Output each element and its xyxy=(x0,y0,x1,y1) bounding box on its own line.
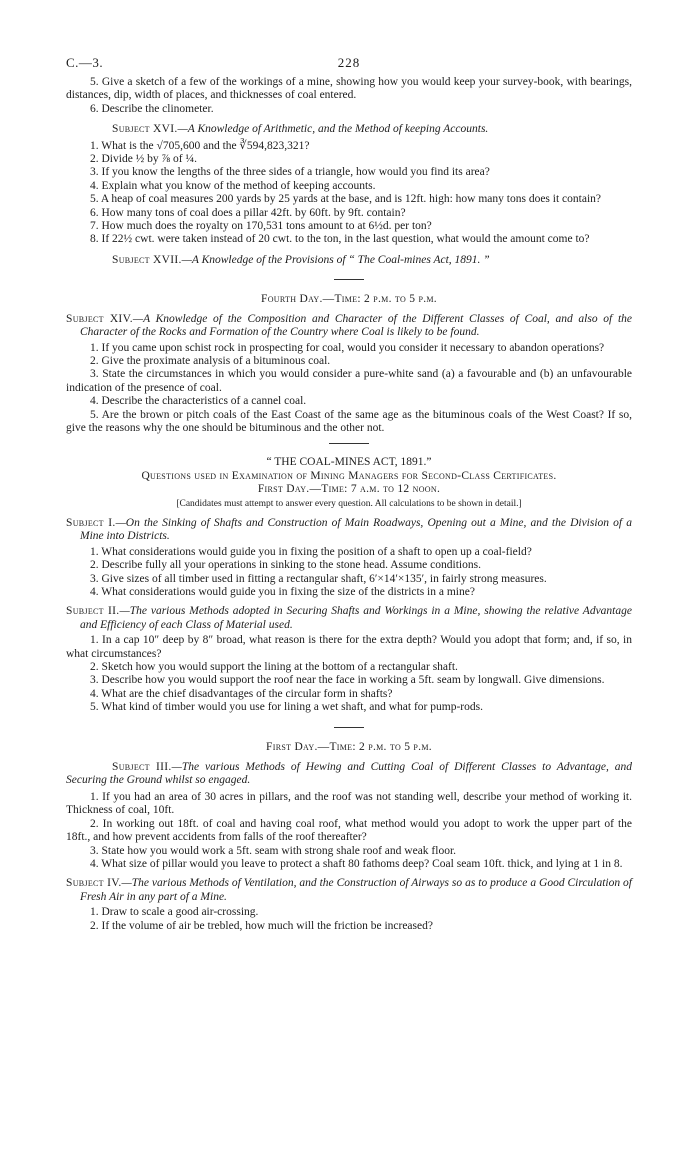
subject-heading xyxy=(66,313,632,340)
question: 3. If you know the lengths of the three sides of a triangle, how would you find its area? xyxy=(90,166,490,179)
question: 1. If you had an area of 30 acres in pillars, and the roof was not standing well, describe your method of working it. Thickness of coal, 10ft. xyxy=(66,790,632,817)
question: 4. What size of pillar would you leave to protect a shaft 80 fathoms deep? Coal seam 10ft. thick, and lying at 1 in 8. xyxy=(90,857,623,870)
question: 1. What considerations would guide you in fixing the position of a shaft to open up a coal-field? xyxy=(90,545,532,558)
question: 5. What kind of timber would you use for lining a wet shaft, and what for pump-rods. xyxy=(90,701,483,714)
subject-title: —A Knowledge of the Provisions of “ The Coal-mines Act, 1891. ” xyxy=(181,253,490,266)
subject-heading xyxy=(66,517,632,544)
section-divider xyxy=(329,443,369,444)
question: 2. Divide ½ by ⅞ of ¼. xyxy=(90,153,198,166)
question: 1. What is the √705,600 and the ∛594,823,321? xyxy=(90,139,310,152)
question: 2. If the volume of air be trebled, how much will the friction be increased? xyxy=(90,919,433,932)
document-page xyxy=(66,56,632,933)
question: 3. Describe how you would support the roof near the face in working a 5ft. seam by longwall. Give dimensions. xyxy=(90,674,605,687)
subject-label: Subject XVI. xyxy=(112,123,178,136)
question: 2. In working out 18ft. of coal and having coal roof, what method would you adopt to work the upper part of the 18ft., and how prevent accidents from falls of the roof thereafter? xyxy=(66,817,632,844)
day-heading: Fourth Day.—Time: 2 p.m. to 5 p.m. xyxy=(261,293,437,306)
subject-title: —On the Sinking of Shafts and Construction of Main Roadways, Opening out a Mine, and the Division of a Mine into Districts. xyxy=(80,516,632,543)
page-header xyxy=(66,56,632,76)
subject-label: Subject II. xyxy=(66,605,120,618)
subject-label: Subject IV. xyxy=(66,877,122,890)
subject-heading xyxy=(66,877,632,904)
act-subtitle: Questions used in Examination of Mining Managers for Second-Class Certificates. xyxy=(141,469,557,482)
subject-title: —A Knowledge of the Composition and Character of the Different Classes of Coal, and also of the Character of the Rocks and Formation of the Country where Coal is likely to be found. xyxy=(80,312,632,339)
subject-heading xyxy=(66,605,632,632)
question: 4. What considerations would guide you in fixing the size of the districts in a mine? xyxy=(90,586,475,598)
subject-title: —A Knowledge of Arithmetic, and the Method of keeping Accounts. xyxy=(177,123,489,136)
subject-label: Subject XVII. xyxy=(112,253,182,266)
page-number: 228 xyxy=(337,55,361,70)
subject-heading xyxy=(66,254,632,267)
question: 5. A heap of coal measures 200 yards by 25 yards at the base, and is 12ft. high: how many tons does it contain? xyxy=(90,193,602,206)
question: 1. If you came upon schist rock in prospecting for coal, would you consider it necessary to abandon operations? xyxy=(90,341,605,354)
subject-title: —The various Methods of Ventilation, and the Construction of Airways so as to produce a Good Circulation of Fresh Air in any part of a Mine. xyxy=(80,877,632,903)
act-title: “ THE COAL-MINES ACT, 1891.” xyxy=(266,456,432,469)
question: 6. Describe the clinometer. xyxy=(90,102,214,115)
question: 7. How much does the royalty on 170,531 tons amount to at 6½d. per ton? xyxy=(90,220,432,233)
question: 2. Describe fully all your operations in sinking to the stone head. Assume conditions. xyxy=(90,559,481,572)
subject-title: —The various Methods adopted in Securing Shafts and Workings in a Mine, showing the relative Advantage and Efficiency of each Class of Material used. xyxy=(80,605,632,631)
section-divider xyxy=(334,279,364,280)
question: 3. State the circumstances in which you would consider a pure-white sand (a) a favourable and (b) an unfavourable indication of the presence of coal. xyxy=(66,368,632,394)
subject-heading xyxy=(66,123,632,136)
subject-heading xyxy=(66,761,632,788)
question: 4. What are the chief disadvantages of the circular form in shafts? xyxy=(90,687,393,700)
question: 1. In a cap 10″ deep by 8″ broad, what reason is there for the extra depth? Would you adopt that form; and, if so, in what circumstances? xyxy=(66,634,632,660)
subject-title: —The various Methods of Hewing and Cutting Coal of Different Classes to Advantage, and Securing the Ground whilst so engaged. xyxy=(66,761,632,787)
question: 5. Give a sketch of a few of the workings of a mine, showing how you would keep your survey-book, with bearings, distances, dip, width of places, and thicknesses of coal entered. xyxy=(66,76,632,102)
subject-label: Subject I. xyxy=(66,516,116,529)
question: 2. Give the proximate analysis of a bituminous coal. xyxy=(90,354,331,367)
section-divider xyxy=(334,727,364,728)
question: 4. Describe the characteristics of a cannel coal. xyxy=(90,395,307,408)
question: 5. Are the brown or pitch coals of the East Coast of the same age as the bituminous coals of the West Coast? If so, give the reasons why the one should be bituminous and the other not. xyxy=(66,408,632,434)
subject-label: Subject XIV. xyxy=(66,312,133,325)
subject-label: Subject III. xyxy=(112,761,172,774)
question: 3. Give sizes of all timber used in fitting a rectangular shaft, 6′×14′×135′, in fairly strong measures. xyxy=(90,572,547,585)
question: 1. Draw to scale a good air-crossing. xyxy=(90,906,259,919)
instructions-note: [Candidates must attempt to answer every question. All calculations to be shown in detail.] xyxy=(176,498,522,509)
question: 3. State how you would work a 5ft. seam with strong shale roof and weak floor. xyxy=(90,844,457,857)
document-code: C.—3. xyxy=(66,55,104,70)
question: 4. Explain what you know of the method of keeping accounts. xyxy=(90,179,376,192)
day-heading: First Day.—Time: 2 p.m. to 5 p.m. xyxy=(266,740,432,753)
question: 8. If 22½ cwt. were taken instead of 20 cwt. to the ton, in the last question, what would the amount come to? xyxy=(90,233,590,246)
day-heading: First Day.—Time: 7 a.m. to 12 noon. xyxy=(257,483,441,496)
question: 2. Sketch how you would support the lining at the bottom of a rectangular shaft. xyxy=(90,661,458,674)
question: 6. How many tons of coal does a pillar 42ft. by 60ft. by 9ft. contain? xyxy=(90,206,406,219)
